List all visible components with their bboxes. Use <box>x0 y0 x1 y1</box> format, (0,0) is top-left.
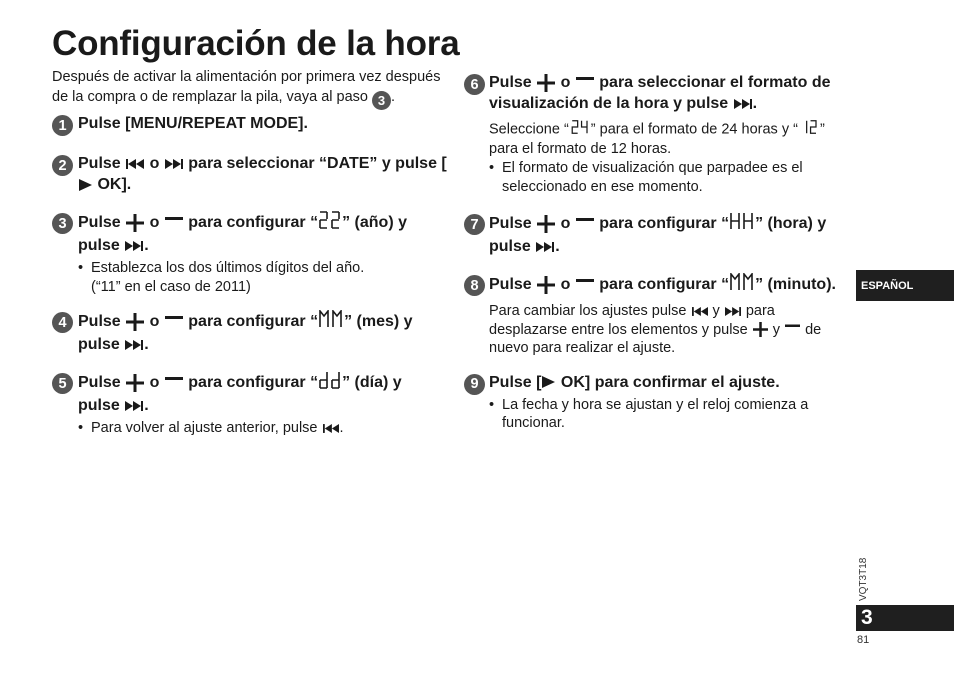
step-4 <box>52 310 447 355</box>
body-text-part: y <box>772 321 781 338</box>
section-number-tab: 3 <box>856 605 954 631</box>
step-text-part: Pulse <box>78 155 121 172</box>
step-body <box>489 120 856 158</box>
body-text-part: Para cambiar los ajustes pulse <box>489 303 687 319</box>
step-text <box>489 72 856 114</box>
bullet-text: Establezca los dos últimos dígitos del año. <box>91 260 365 276</box>
bullet-text: (“11” en el caso de 2011) <box>91 278 251 295</box>
plus-icon <box>753 322 768 337</box>
step-7 <box>464 212 856 257</box>
segment-display-icon <box>319 310 343 334</box>
minus-icon <box>165 374 183 392</box>
step-text-part: ” (hora) y pulse <box>489 215 827 255</box>
minus-icon <box>576 74 594 92</box>
bullet-item <box>78 419 447 438</box>
skip-forward-icon <box>536 242 554 252</box>
step-number: 7 <box>464 214 485 235</box>
minus-icon <box>165 214 183 232</box>
step-text <box>78 310 447 355</box>
intro-end: . <box>390 89 396 105</box>
step-text-part: Pulse <box>489 215 532 233</box>
step-text-part: Pulse <box>489 74 532 91</box>
step-number: 4 <box>52 312 73 333</box>
step-text-part: para configurar “ <box>599 276 730 294</box>
step-text-part: Pulse <box>78 214 121 232</box>
step-text-part: para seleccionar el formato de visualización de la hora y pulse <box>489 74 831 112</box>
model-code: VQT3T18 <box>858 557 869 601</box>
step-text-part: OK]. <box>93 176 132 193</box>
step-body <box>489 302 856 358</box>
plus-icon <box>126 214 144 232</box>
step-text-part: o <box>149 214 160 232</box>
skip-forward-icon <box>125 241 143 251</box>
step-number: 2 <box>52 155 73 176</box>
step-text <box>489 212 856 257</box>
step-text <box>78 371 447 416</box>
step-text-part: para configurar “ <box>599 215 730 233</box>
skip-forward-icon <box>725 307 741 316</box>
skip-back-icon <box>323 424 339 433</box>
step-1 <box>52 113 447 134</box>
bullet-item: • El formato de visualización que parpadee es el seleccionado en ese momento. <box>489 159 856 196</box>
bullet-item <box>78 259 447 296</box>
plus-icon <box>537 74 555 92</box>
step-number: 8 <box>464 275 485 296</box>
step-number: 6 <box>464 74 485 95</box>
step-text-part: Pulse [ <box>489 373 542 391</box>
step-8 <box>464 273 856 358</box>
skip-forward-icon <box>734 99 752 109</box>
bullet-text: . <box>339 420 344 436</box>
step-text-part: para configurar “ <box>188 374 319 392</box>
step-3 <box>52 211 447 296</box>
page-title: Configuración de la hora <box>52 24 460 63</box>
step-text-part: ” (mes) y pulse <box>78 313 413 353</box>
skip-forward-icon <box>125 401 143 411</box>
step-number: 5 <box>52 373 73 394</box>
step-text-part: . <box>752 95 758 112</box>
language-tab: ESPAÑOL <box>856 270 954 301</box>
step-6 <box>464 72 856 196</box>
plus-icon <box>537 276 555 294</box>
step-text-part: ” (año) y pulse <box>78 214 407 254</box>
body-text-part: ” para el formato de 24 horas y “ <box>590 121 798 138</box>
bullet-item: • La fecha y hora se ajustan y el reloj comienza a funcionar. <box>489 396 856 433</box>
step-text-part: o <box>560 74 571 91</box>
step-text <box>489 372 856 393</box>
body-text-part: y <box>712 303 720 319</box>
right-column <box>464 72 856 433</box>
segment-display-icon <box>319 371 341 395</box>
page-number: 81 <box>857 634 870 646</box>
step-text-part: . <box>555 238 560 255</box>
step-text-part: o <box>560 215 571 233</box>
skip-forward-icon <box>125 340 143 350</box>
skip-forward-icon <box>165 159 183 169</box>
play-icon <box>542 376 555 388</box>
plus-icon <box>126 374 144 392</box>
play-icon <box>79 179 92 191</box>
step-5 <box>52 371 447 438</box>
step-text-part: para configurar “ <box>188 214 319 232</box>
plus-icon <box>537 215 555 233</box>
step-number: 1 <box>52 115 73 136</box>
body-text-part: de nuevo para realizar el ajuste. <box>489 321 822 356</box>
step-text-part: Pulse <box>489 276 532 294</box>
step-text-part: . <box>144 397 149 414</box>
step-text-part: Pulse <box>78 374 121 392</box>
step-text-part: o <box>149 374 160 392</box>
minus-icon <box>785 322 800 337</box>
step-2 <box>52 153 447 195</box>
step-number: 3 <box>52 213 73 234</box>
step-9 <box>464 372 856 433</box>
bullet-text: Para volver al ajuste anterior, pulse <box>91 420 318 436</box>
minus-icon <box>576 215 594 233</box>
intro-text: Después de activar la alimentación por primera vez después de la compra o de remplazar la pila, vaya al paso <box>52 69 441 105</box>
step-text-part: para configurar “ <box>188 313 319 331</box>
step-text <box>78 211 447 256</box>
segment-display-icon <box>730 273 754 297</box>
step-text-part: . <box>144 237 149 254</box>
segment-display-icon <box>799 120 819 140</box>
skip-back-icon <box>692 307 708 316</box>
minus-icon <box>576 276 594 294</box>
left-column <box>52 68 447 438</box>
step-number: 9 <box>464 374 485 395</box>
step-text-part: para seleccionar “DATE” y pulse [ <box>188 155 447 172</box>
step-text-part: o <box>149 313 160 331</box>
intro-paragraph <box>52 68 447 107</box>
step-text <box>78 153 447 195</box>
body-text-part: ” para el formato de 12 horas. <box>489 121 825 157</box>
step-text: Pulse [MENU/REPEAT MODE]. <box>78 115 308 132</box>
segment-display-icon <box>730 212 754 236</box>
step-ref-badge: 3 <box>372 91 391 110</box>
step-text <box>489 273 856 297</box>
step-text-part: ” (día) y pulse <box>78 374 402 414</box>
step-text-part: OK] para confirmar el ajuste. <box>556 373 780 391</box>
segment-display-icon <box>570 120 590 140</box>
step-text-part: o <box>560 276 571 294</box>
minus-icon <box>165 313 183 331</box>
skip-back-icon <box>126 159 144 169</box>
body-text-part: Seleccione “ <box>489 121 569 138</box>
body-text-part: para desplazarse entre los elementos y pulse <box>489 303 775 338</box>
step-text-part: ” (minuto). <box>755 276 836 294</box>
segment-display-icon <box>319 211 341 235</box>
step-text-part: . <box>144 336 149 353</box>
step-text-part: Pulse <box>78 313 121 331</box>
plus-icon <box>126 313 144 331</box>
step-text-part: o <box>149 155 160 172</box>
